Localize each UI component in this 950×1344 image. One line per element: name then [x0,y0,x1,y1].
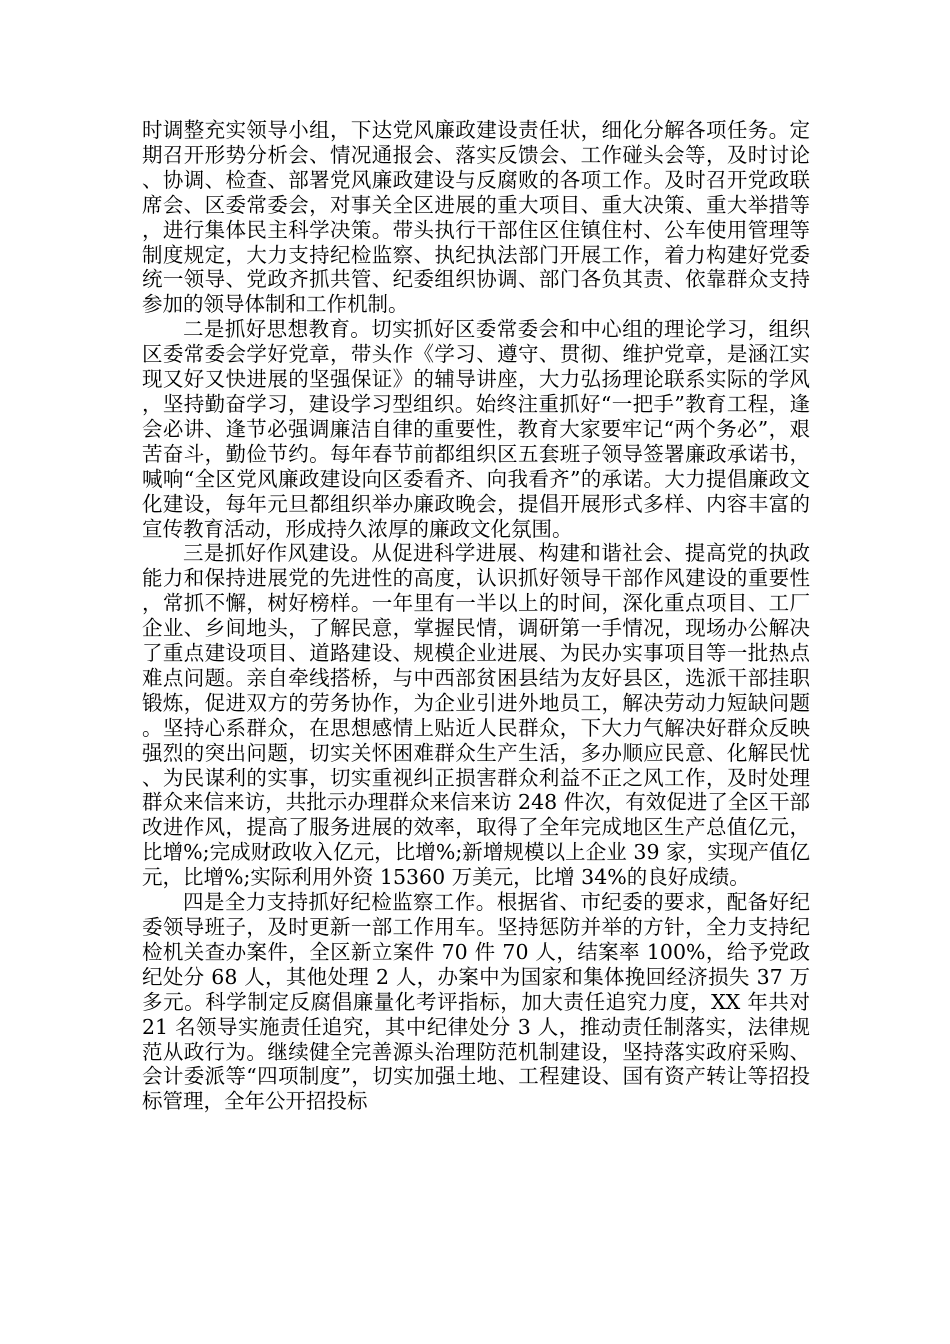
paragraph-work-style: 三是抓好作风建设。从促进科学进展、构建和谐社会、提高党的执政能力和保持进展党的先进性的高度，认识抓好领导干部作风建设的重要性，常抓不懈，树好榜样。一年里有一半以上的时间，深化重点项目、工厂企业、乡间地头，了解民意，掌握民情，调研第一手情况，现场办公解决了重点建设项目、道路建设、规模企业进展、为民办实事项目等一批热点难点问题。亲自牵线搭桥，与中西部贫困县结为友好县区，选派干部挂职锻炼，促进双方的劳务协作，为企业引进外地员工，解决劳动力短缺问题。坚持心系群众，在思想感情上贴近人民群众，下大力气解决好群众反映强烈的突出问题，切实关怀困难群众生产生活，多办顺应民意、化解民忧、为民谋利的实事，切实重视纠正损害群众利益不正之风工作，及时处理群众来信来访，共批示办理群众来信来访 248 件次，有效促进了全区干部改进作风，提高了服务进展的效率，取得了全年完成地区生产总值亿元，比增%;完成财政收入亿元，比增%;新增规模以上企业 39 家，实现产值亿元，比增%;实际利用外资 15360 万美元，比增 34%的良好成绩。 [142,541,810,890]
paragraph-discipline-inspection: 四是全力支持抓好纪检监察工作。根据省、市纪委的要求，配备好纪委领导班子，及时更新一部工作用车。坚持惩防并举的方针，全力支持纪检机关查办案件，全区新立案件 70 件 70 人，结案率 100%，给予党政纪处分 68 人，其他处理 2 人，办案中为国家和集体挽回经济损失 37 万多元。科学制定反腐倡廉量化考评指标，加大责任追究力度，XX 年共对 21 名领导实施责任追究，其中纪律处分 3 人，推动责任制落实，法律规范从政行为。继续健全完善源头治理防范机制建设，坚持落实政府采购、会计委派等“四项制度”，切实加强土地、工程建设、国有资产转让等招投标管理，全年公开招投标 [142,890,810,1114]
document-body [142,118,810,1114]
paragraph-leadership-system: 时调整充实领导小组，下达党风廉政建设责任状，细化分解各项任务。定期召开形势分析会、情况通报会、落实反馈会、工作碰头会等，及时讨论、协调、检查、部署党风廉政建设与反腐败的各项工作。及时召开党政联席会、区委常委会，对事关全区进展的重大项目、重大决策、重大举措等，进行集体民主科学决策。带头执行干部住区住镇住村、公车使用管理等制度规定，大力支持纪检监察、执纪执法部门开展工作，着力构建好党委统一领导、党政齐抓共管、纪委组织协调、部门各负其责、依靠群众支持参加的领导体制和工作机制。 [142,118,810,317]
paragraph-ideological-education: 二是抓好思想教育。切实抓好区委常委会和中心组的理论学习，组织区委常委会学好党章，带头作《学习、遵守、贯彻、维护党章，是涵江实现又好又快进展的坚强保证》的辅导讲座，大力弘扬理论联系实际的学风，坚持勤奋学习，建设学习型组织。始终注重抓好“一把手”教育工程，逢会必讲、逢节必强调廉洁自律的重要性，教育大家要牢记“两个务必”，艰苦奋斗，勤俭节约。每年春节前都组织区五套班子领导签署廉政承诺书，喊响“全区党风廉政建设向区委看齐、向我看齐”的承诺。大力提倡廉政文化建设，每年元旦都组织举办廉政晚会，提倡开展形式多样、内容丰富的宣传教育活动，形成持久浓厚的廉政文化氛围。 [142,317,810,541]
